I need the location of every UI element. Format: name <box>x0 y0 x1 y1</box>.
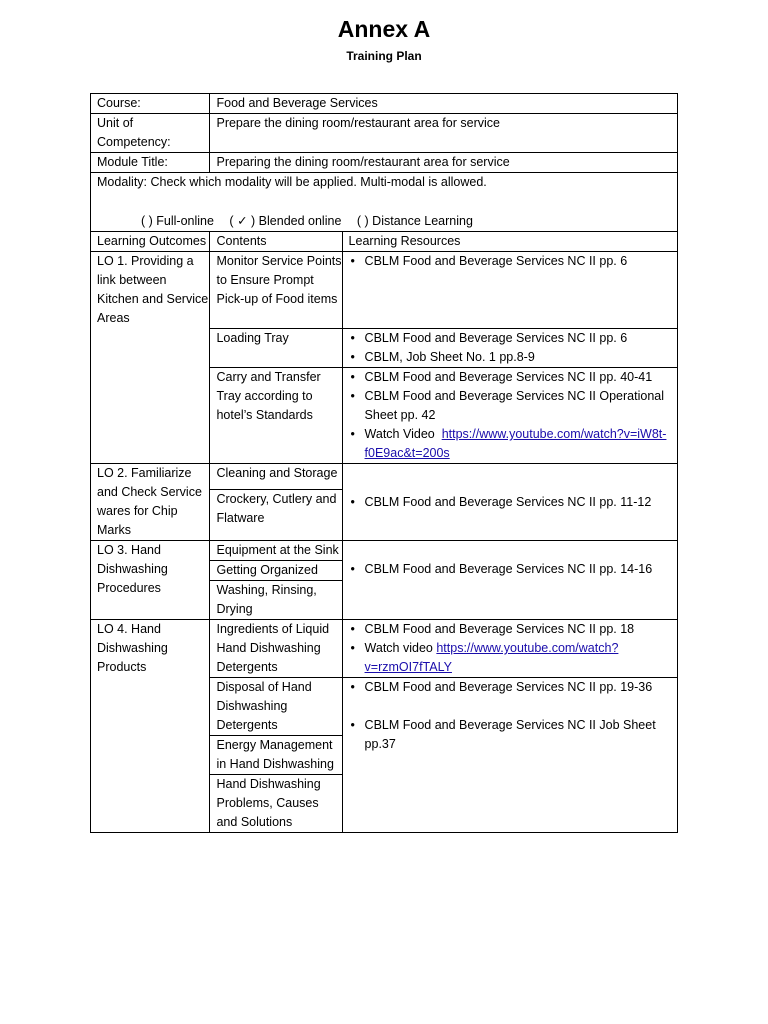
list-item: • CBLM Food and Beverage Services NC II pp. 6 <box>349 329 677 348</box>
lo2-title: LO 2. Familiarize and Check Service wares for Chip Marks <box>91 464 210 541</box>
lo3-content-2: Getting Organized <box>210 561 342 581</box>
table-row <box>91 173 678 232</box>
list-item: • CBLM Food and Beverage Services NC II pp. 14-16 <box>349 560 677 579</box>
lo3-content-3: Washing, Rinsing, Drying <box>210 581 342 620</box>
list-item <box>349 639 677 677</box>
table-header-row <box>91 232 678 252</box>
column-header-lo: Learning Outcomes <box>91 232 210 252</box>
lo4-resources-1 <box>342 620 677 678</box>
lo4-content-1: Ingredients of Liquid Hand Dishwashing Detergents <box>210 620 342 678</box>
check-icon: ✓ <box>237 213 248 228</box>
list-item <box>349 425 677 463</box>
list-item: • CBLM Food and Beverage Services NC II pp. 6 <box>349 252 677 271</box>
option-full-online: ( ) Full-online <box>141 214 214 228</box>
watch-video-label: Watch video <box>364 641 433 655</box>
list-item: • CBLM, Job Sheet No. 1 pp.8-9 <box>349 348 677 367</box>
lo4-content-4: Hand Dishwashing Problems, Causes and Solutions <box>210 775 342 833</box>
training-plan-table <box>90 93 678 833</box>
lo1-resources-1 <box>342 252 677 329</box>
lo1-resources-2 <box>342 329 677 368</box>
lo4-resources-2 <box>342 678 677 833</box>
option-blended-online <box>229 211 341 231</box>
table-row <box>91 252 678 329</box>
lo4-content-3: Energy Management in Hand Dishwashing <box>210 736 342 775</box>
module-label: Module Title: <box>91 153 210 173</box>
list-item: • CBLM Food and Beverage Services NC II pp. 11-12 <box>349 493 677 512</box>
lo3-content-1: Equipment at the Sink <box>210 541 342 561</box>
unit-label: Unit of Competency: <box>91 114 210 153</box>
lo4-title: LO 4. Hand Dishwashing Products <box>91 620 210 833</box>
option-blended-paren: ( <box>229 214 234 228</box>
table-row <box>91 620 678 678</box>
watch-video-label: Watch Video <box>364 427 435 441</box>
lo2-content-2: Crockery, Cutlery and Flatware <box>210 490 342 541</box>
table-row <box>91 464 678 490</box>
course-value: Food and Beverage Services <box>210 94 678 114</box>
list-item: • CBLM Food and Beverage Services NC II pp. 40-41 <box>349 368 677 387</box>
table-row <box>91 114 678 153</box>
modality-options <box>97 211 677 231</box>
table-row <box>91 94 678 114</box>
list-item: • CBLM Food and Beverage Services NC II Operational Sheet pp. 42 <box>349 387 677 425</box>
lo1-content-1: Monitor Service Points to Ensure Prompt Pick-up of Food items <box>210 252 342 329</box>
lo4-content-2: Disposal of Hand Dishwashing Detergents <box>210 678 342 736</box>
unit-value: Prepare the dining room/restaurant area for service <box>210 114 678 153</box>
lo1-content-2: Loading Tray <box>210 329 342 368</box>
lo2-resources <box>342 464 677 541</box>
list-item: • CBLM Food and Beverage Services NC II Job Sheet pp.37 <box>349 716 677 754</box>
youtube-link[interactable]: https://www.youtube.com/watch?v=rzmOI7fTALY <box>364 641 619 674</box>
list-item: • CBLM Food and Beverage Services NC II pp. 18 <box>349 620 677 639</box>
course-label: Course: <box>91 94 210 114</box>
modality-cell <box>91 173 678 232</box>
lo3-title: LO 3. Hand Dishwashing Procedures <box>91 541 210 620</box>
module-value: Preparing the dining room/restaurant area for service <box>210 153 678 173</box>
lo2-content-1: Cleaning and Storage <box>210 464 342 490</box>
option-distance-learning: ( ) Distance Learning <box>356 214 473 228</box>
page-subtitle: Training Plan <box>346 49 422 63</box>
lo3-resources <box>342 541 677 620</box>
lo1-title: LO 1. Providing a link between Kitchen and Service Areas <box>91 252 210 464</box>
modality-instruction: Modality: Check which modality will be applied. Multi-modal is allowed. <box>97 175 487 189</box>
column-header-resources: Learning Resources <box>342 232 677 252</box>
page-title: Annex A <box>337 16 431 42</box>
youtube-link[interactable]: https://www.youtube.com/watch?v=iW8t-f0E9ac&t=200s <box>364 427 667 460</box>
lo1-resources-3 <box>342 368 677 464</box>
lo1-content-3: Carry and Transfer Tray according to hotel’s Standards <box>210 368 342 464</box>
table-row <box>91 541 678 561</box>
table-row <box>91 153 678 173</box>
list-item: • CBLM Food and Beverage Services NC II pp. 19-36 <box>349 678 677 697</box>
option-blended-label: ) Blended online <box>251 214 342 228</box>
column-header-contents: Contents <box>210 232 342 252</box>
